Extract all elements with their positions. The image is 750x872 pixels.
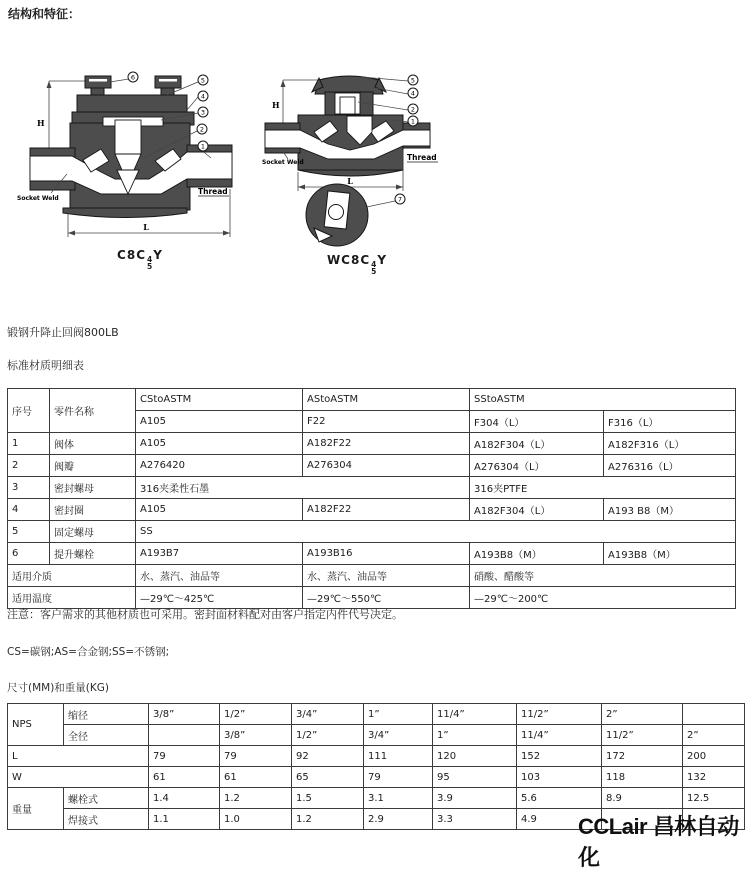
table-row xyxy=(8,704,745,725)
w-label: W xyxy=(8,767,149,788)
cell: 3/8” xyxy=(149,704,220,725)
nps-label: NPS xyxy=(8,704,64,746)
header-cs: CStoASTM xyxy=(136,389,303,411)
cell-part: 固定螺母 xyxy=(50,521,136,543)
grade-ss1: F304（L） xyxy=(470,411,604,433)
cell: A193 B8（M） xyxy=(604,499,736,521)
cell: 1.5 xyxy=(292,788,364,809)
table-row xyxy=(8,543,736,565)
cell: 3/4” xyxy=(364,725,433,746)
cell: A276304 xyxy=(303,455,470,477)
detail-view xyxy=(306,184,368,246)
header-part: 零件名称 xyxy=(50,389,136,433)
cell: 2” xyxy=(683,725,745,746)
cell: —29℃～425℃ xyxy=(136,587,303,609)
cell: 水、蒸汽、油品等 xyxy=(136,565,303,587)
bolt-highlight xyxy=(89,79,107,82)
cell: 65 xyxy=(292,767,364,788)
callout-7: 7 xyxy=(397,195,403,204)
cell: 11/4” xyxy=(433,704,517,725)
cell-no: 4 xyxy=(8,499,50,521)
cell: 1.2 xyxy=(220,788,292,809)
cell: 3.9 xyxy=(433,788,517,809)
left-diagram-caption xyxy=(15,248,265,270)
header-no: 序号 xyxy=(8,389,50,433)
reduced-label: 缩径 xyxy=(64,704,149,725)
cell: 1.2 xyxy=(292,809,364,830)
cell: —29℃～550℃ xyxy=(303,587,470,609)
cell: 79 xyxy=(149,746,220,767)
cell-part: 提升螺栓 xyxy=(50,543,136,565)
cell: 硝酸、醋酸等 xyxy=(470,565,736,587)
cell: 103 xyxy=(517,767,602,788)
legend-text: CS=碳钢;AS=合金钢;SS=不锈钢; xyxy=(7,646,170,658)
l-dimension-label: L xyxy=(143,222,149,232)
table-row xyxy=(8,455,736,477)
l-dimension-label: L xyxy=(347,176,353,186)
cell: 200 xyxy=(683,746,745,767)
h-dimension-label: H xyxy=(272,100,280,110)
cell: 1.4 xyxy=(149,788,220,809)
cell: 2” xyxy=(602,704,683,725)
bolted-label: 螺栓式 xyxy=(64,788,149,809)
cell: 316夹PTFE xyxy=(470,477,736,499)
cell: 1/2” xyxy=(292,725,364,746)
grade-ss2: F316（L） xyxy=(604,411,736,433)
right-valve-drawing xyxy=(262,60,462,255)
cell: A193B16 xyxy=(303,543,470,565)
cell: A182F316（L） xyxy=(604,433,736,455)
cell: 95 xyxy=(433,767,517,788)
table-row xyxy=(8,788,745,809)
dimension-table-title: 尺寸(MM)和重量(KG) xyxy=(7,682,110,694)
cell: 3.3 xyxy=(433,809,517,830)
callout-1: 1 xyxy=(410,117,416,126)
cell: A182F22 xyxy=(303,433,470,455)
cell-no: 6 xyxy=(8,543,50,565)
cell: 11/4” xyxy=(517,725,602,746)
cell: 152 xyxy=(517,746,602,767)
cell: 3/4” xyxy=(292,704,364,725)
cell: 1/2” xyxy=(220,704,292,725)
callout-6: 6 xyxy=(130,73,136,82)
cell: 1.0 xyxy=(220,809,292,830)
table-row xyxy=(8,565,736,587)
cell: 79 xyxy=(220,746,292,767)
caption-suffix: Y xyxy=(153,248,163,262)
l-label: L xyxy=(8,746,149,767)
cell xyxy=(149,725,220,746)
cell: 12.5 xyxy=(683,788,745,809)
cell: 172 xyxy=(602,746,683,767)
cell: 79 xyxy=(364,767,433,788)
note-text: 注意：客户需求的其他材质也可采用。密封面材料配对由客户指定内件代号决定。 xyxy=(7,608,403,621)
cell-part: 阀体 xyxy=(50,433,136,455)
medium-label: 适用介质 xyxy=(8,565,136,587)
cell: 8.9 xyxy=(602,788,683,809)
table-row xyxy=(8,725,745,746)
header-ss: SStoASTM xyxy=(470,389,736,411)
left-valve-drawing xyxy=(15,60,265,250)
cell: 11/2” xyxy=(602,725,683,746)
cell: 120 xyxy=(433,746,517,767)
thread-label: Thread xyxy=(198,187,228,196)
cell: 61 xyxy=(149,767,220,788)
callout-4: 4 xyxy=(410,89,416,98)
valve-diagram-right xyxy=(262,60,462,275)
valve-diagram-left xyxy=(15,60,265,270)
callout-2: 2 xyxy=(199,125,205,134)
cell: 111 xyxy=(364,746,433,767)
cell: A276420 xyxy=(136,455,303,477)
cell: 92 xyxy=(292,746,364,767)
table-row xyxy=(8,433,736,455)
grade-as: F22 xyxy=(303,411,470,433)
cell: A276316（L） xyxy=(604,455,736,477)
cell-no: 1 xyxy=(8,433,50,455)
callout-4: 4 xyxy=(200,92,206,101)
weight-label: 重量 xyxy=(8,788,64,830)
cell: 5.6 xyxy=(517,788,602,809)
cell: 1” xyxy=(364,704,433,725)
cell: 11/2” xyxy=(517,704,602,725)
table-row xyxy=(8,746,745,767)
cell: 118 xyxy=(602,767,683,788)
material-table xyxy=(7,388,736,609)
table-row xyxy=(8,767,745,788)
cell: 61 xyxy=(220,767,292,788)
cell: SS xyxy=(136,521,736,543)
cell: —29℃～200℃ xyxy=(470,587,736,609)
callout-1: 1 xyxy=(200,142,206,151)
company-logo: CCLair 昌林自动化 xyxy=(578,814,739,870)
cell: 3.1 xyxy=(364,788,433,809)
cell-no: 3 xyxy=(8,477,50,499)
cell-part: 阀瓣 xyxy=(50,455,136,477)
cell: A193B8（M） xyxy=(470,543,604,565)
thread-label: Thread xyxy=(407,153,437,162)
callout-2: 2 xyxy=(410,105,416,114)
cell-no: 5 xyxy=(8,521,50,543)
cell: A182F304（L） xyxy=(470,433,604,455)
table-row xyxy=(8,477,736,499)
socket-weld-label: Socket Weld xyxy=(262,159,304,166)
cell: A182F304（L） xyxy=(470,499,604,521)
right-diagram-caption xyxy=(262,253,452,275)
cell: A182F22 xyxy=(303,499,470,521)
callout-5: 5 xyxy=(410,76,416,85)
cell: 132 xyxy=(683,767,745,788)
cell-part: 密封螺母 xyxy=(50,477,136,499)
cell: A193B7 xyxy=(136,543,303,565)
cell-no: 2 xyxy=(8,455,50,477)
cell xyxy=(683,704,745,725)
cell: A105 xyxy=(136,499,303,521)
caption-suffix: Y xyxy=(377,253,388,267)
cell: 4.9 xyxy=(517,809,602,830)
cell: 1.1 xyxy=(149,809,220,830)
cell: 2.9 xyxy=(364,809,433,830)
caption-prefix: WC8C xyxy=(326,253,371,267)
callout-5: 5 xyxy=(200,76,206,85)
temperature-label: 适用温度 xyxy=(8,587,136,609)
caption-prefix: C8C xyxy=(117,248,147,262)
cell: A105 xyxy=(136,433,303,455)
cell: 水、蒸汽、油品等 xyxy=(303,565,470,587)
caption-fraction: 4 5 xyxy=(371,260,377,277)
cell: 316夹柔性石墨 xyxy=(136,477,470,499)
material-table-title: 标准材质明细表 xyxy=(7,359,84,372)
cell: A276304（L） xyxy=(470,455,604,477)
cell: 3/8” xyxy=(220,725,292,746)
cell-part: 密封圈 xyxy=(50,499,136,521)
full-label: 全径 xyxy=(64,725,149,746)
product-line-label: 锻钢升降止回阀800LB xyxy=(7,326,119,339)
table-row xyxy=(8,521,736,543)
cell: 1” xyxy=(433,725,517,746)
bolt-highlight xyxy=(159,79,177,82)
h-dimension-label: H xyxy=(37,118,45,128)
grade-cs: A105 xyxy=(136,411,303,433)
page-title: 结构和特征： xyxy=(8,7,81,21)
table-row xyxy=(8,499,736,521)
welded-label: 焊接式 xyxy=(64,809,149,830)
caption-fraction: 4 5 xyxy=(147,255,153,272)
header-as: AStoASTM xyxy=(303,389,470,411)
socket-weld-label: Socket Weld xyxy=(17,195,59,202)
callout-3: 3 xyxy=(200,108,206,117)
cell: A193B8（M） xyxy=(604,543,736,565)
